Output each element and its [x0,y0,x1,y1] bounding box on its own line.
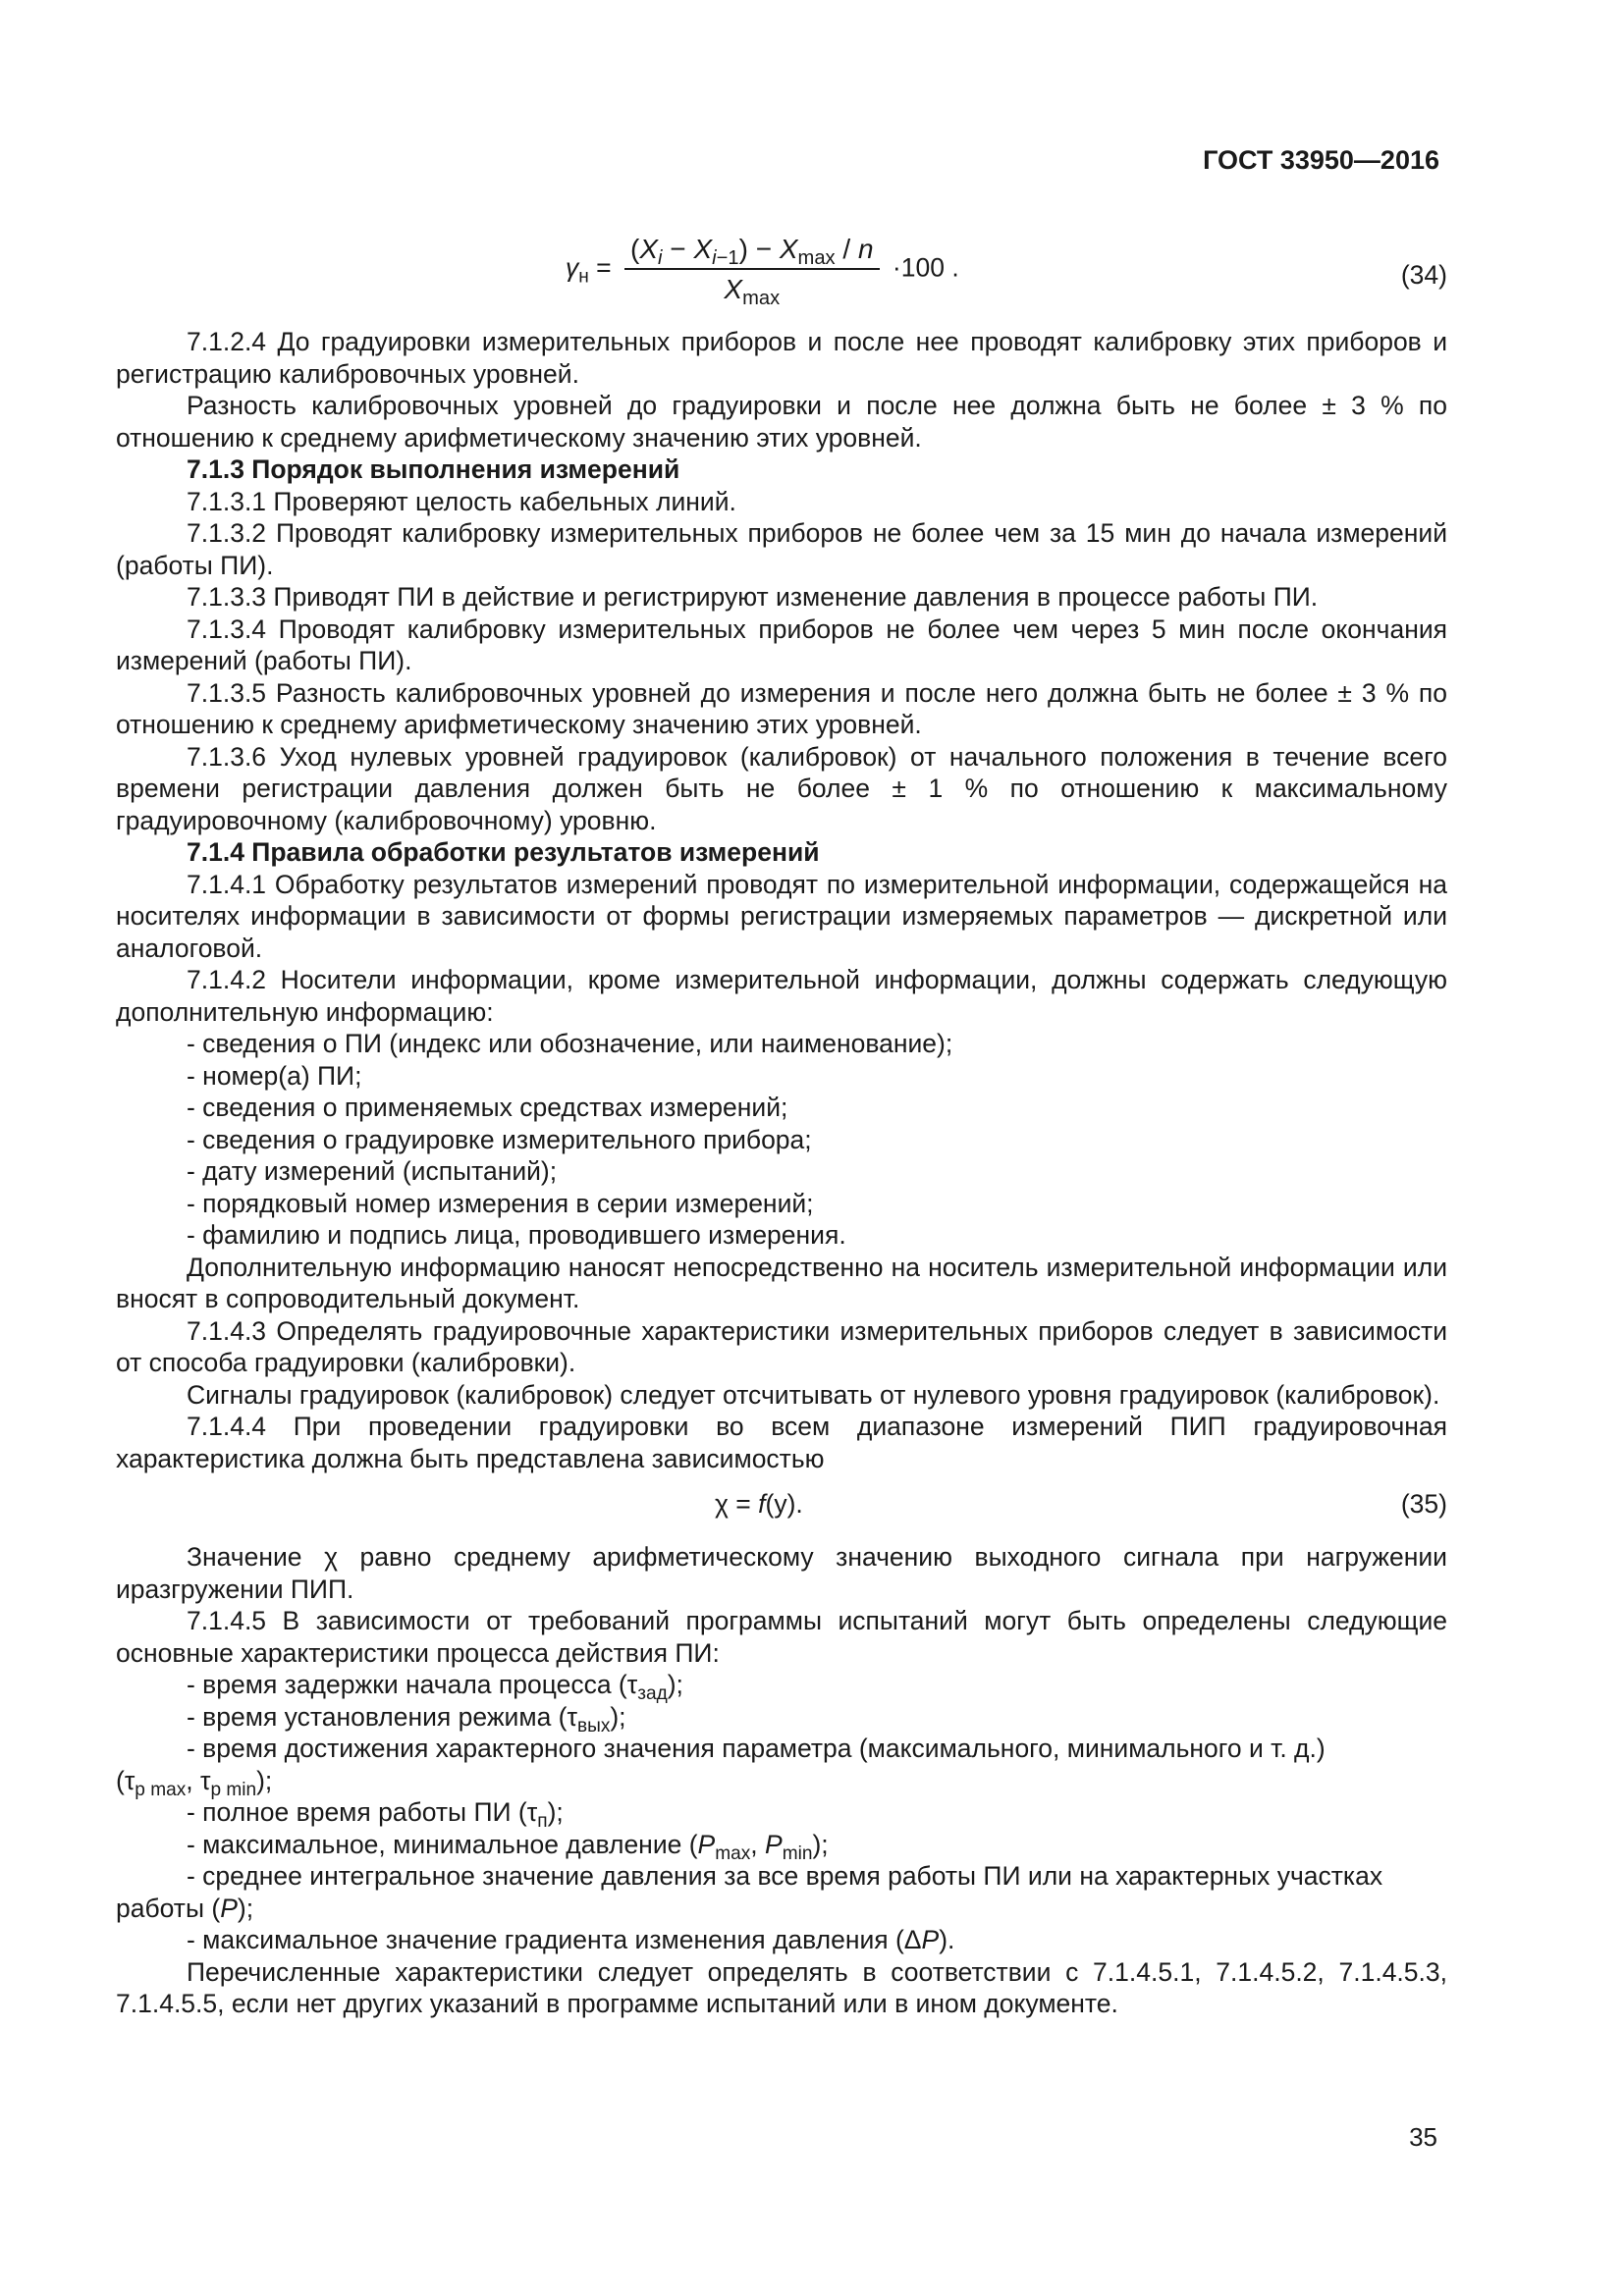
paragraph-7-1-4-5: 7.1.4.5 В зависимости от требований программы испытаний могут быть определены следующие основные характеристики процесса действия ПИ: [116,1606,1447,1668]
paragraph-7-1-2-4: 7.1.2.4 До градуировки измерительных приборов и после нее проводят калибровку этих приборов и регистрацию калибровочных уровней. [116,327,1447,389]
paragraph-7-1-4-1: 7.1.4.1 Обработку результатов измерений проводят по измерительной информации, содержащейся на носителях информации в зависимости от формы регистрации измеряемых параметров — дискретной или аналоговой. [116,869,1447,963]
formula-35-number: (35) [1400,1489,1447,1519]
paragraph-7-1-4-4-b: Значение χ равно среднему арифметическому значению выходного сигнала при нагружении иразгружении ПИП. [116,1542,1447,1604]
paragraph-7-1-4-3-b: Сигналы градуировок (калибровок) следует отсчитывать от нулевого уровня градуировок (калибровок). [187,1379,1440,1410]
formula-34-lhs-sub: н [578,266,589,288]
formula-34-numerator: $(X_i - X_{i-1}) - X_{max} / n$ [624,234,880,270]
list-item: - среднее интегральное значение давления за все время работы ПИ или на характерных участках работы (P); [116,1861,1383,1923]
list-item: - номер(а) ПИ; [187,1060,362,1091]
formula-34-fraction [624,234,880,309]
paragraph-7-1-3-2: 7.1.3.2 Проводят калибровку измерительных приборов не более чем за 15 мин до начала измерений (работы ПИ). [116,518,1447,580]
list-item: - максимальное значение градиента изменения давления (ΔP). [187,1925,955,1954]
paragraph-7-1-3-3: 7.1.3.3 Приводят ПИ в действие и регистрируют изменение давления в процессе работы ПИ. [187,582,1319,612]
formula-34-denominator: $X_{max}$ [724,273,781,309]
list-item: - сведения о градуировке измерительного прибора; [187,1124,812,1154]
list-item: - время задержки начала процесса $(\tau_{зад})$; [187,1670,683,1704]
page-number: 35 [1409,2122,1437,2152]
list-item: - время установления режима $(\tau_{вых})$; [187,1701,626,1736]
paragraph-7-1-3-1: 7.1.3.1 Проверяют целость кабельных линий. [187,486,736,516]
formula-35 [116,1488,1447,1533]
list-item: - полное время работы ПИ $(\tau_п)$; [187,1797,564,1832]
paragraph-7-1-4-2: 7.1.4.2 Носители информации, кроме измерительной информации, должны содержать следующую дополнительную информацию: [116,965,1447,1027]
list-item: - фамилию и подпись лица, проводившего измерения. [187,1220,846,1250]
list-item: - время достижения характерного значения параметра (максимального, минимального и т. д.) ($\tau_{р max}$, $\tau_{р min}$); [116,1734,1326,1800]
paragraph-7-1-3-4: 7.1.3.4 Проводят калибровку измерительных приборов не более чем через 5 мин после окончания измерений (работы ПИ). [116,614,1447,675]
formula-34-number: (34) [1400,260,1447,290]
paragraph-7-1-3-5: 7.1.3.5 Разность калибровочных уровней до измерения и после него должна быть не более ± 3 % по отношению к среднему арифметическому значению этих уровней. [116,677,1447,739]
paragraph-7-1-4-3: 7.1.4.3 Определять градуировочные характеристики измерительных приборов следует в зависимости от способа градуировки (калибровки). [116,1315,1447,1377]
heading-7-1-3: 7.1.3 Порядок выполнения измерений [187,454,680,484]
list-item: - сведения о ПИ (индекс или обозначение, или наименование); [187,1029,953,1058]
formula-35-expression: χ = f(y). [715,1489,803,1519]
paragraph-7-1-3-6: 7.1.3.6 Уход нулевых уровней градуировок (калибровок) от начального положения в течение всего времени регистрации давления должен быть не более ± 1 % по отношению к максимальному градуировочному (калибровочному) уровню. [116,741,1447,835]
list-item: - максимальное, минимальное давление ($P_{max}$, $P_{min}$); [187,1829,829,1864]
list-item: - сведения о применяемых средствах измерений; [187,1093,788,1122]
paragraph-7-1-4-2-b: Дополнительную информацию наносят непосредственно на носитель измерительной информации или вносят в сопроводительный документ. [116,1252,1447,1313]
formula-34-tail: ·100 . [892,252,959,283]
formula-34 [116,224,1447,320]
document-code-header: ГОСТ 33950—2016 [1203,145,1439,175]
formula-34-eq: = [596,252,612,283]
paragraph-7-1-4-4: 7.1.4.4 При проведении градуировки во всем диапазоне измерений ПИП градуировочная характеристика должна быть представлена зависимостью [116,1412,1447,1473]
paragraph-final: Перечисленные характеристики следует определять в соответствии с 7.1.4.5.1, 7.1.4.5.2, 7.1.4.5.3, 7.1.4.5.5, если нет других указаний в программе испытаний или в ином документе. [116,1956,1447,2018]
formula-34-lhs: γ [566,252,579,283]
heading-7-1-4: 7.1.4 Правила обработки результатов измерений [187,837,820,867]
formula-34-expression [566,234,959,309]
list-item: - дату измерений (испытаний); [187,1156,558,1186]
paragraph-7-1-2-4-b: Разность калибровочных уровней до градуировки и после нее должна быть не более ± 3 % по отношению к среднему арифметическому значению этих уровней. [116,391,1447,453]
list-item: - порядковый номер измерения в серии измерений; [187,1188,814,1218]
document-body [116,224,1447,2020]
